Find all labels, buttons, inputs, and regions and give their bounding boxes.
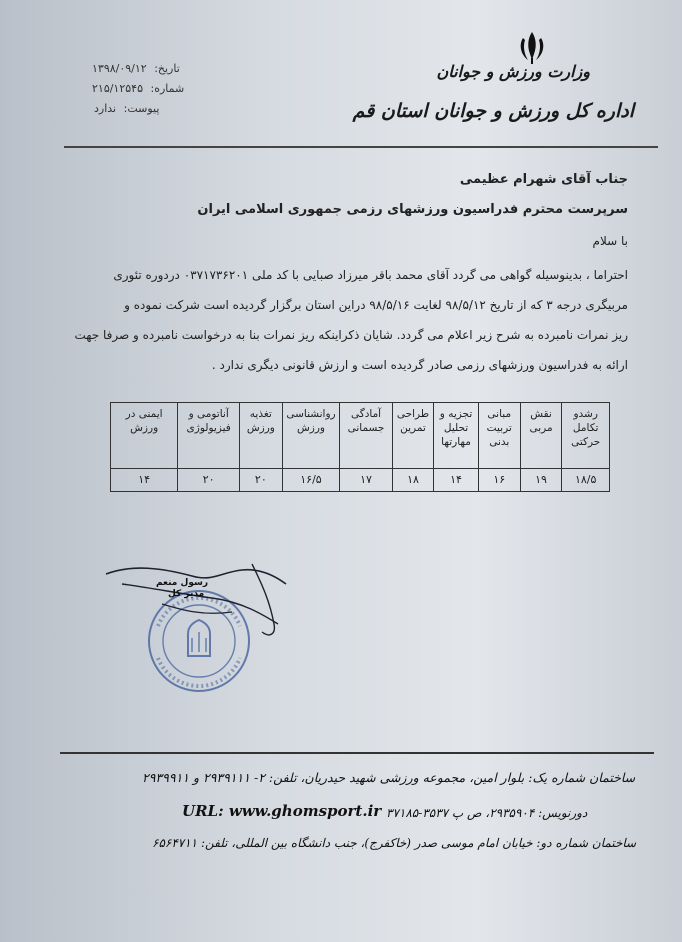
grade-cell: ۱۸/۵ [562, 469, 610, 492]
greeting: با سلام [592, 234, 628, 248]
number-label: شماره: [150, 82, 185, 95]
signatory-name: رسول منعم [156, 578, 209, 588]
header-divider [64, 146, 658, 148]
column-header: رشدو تکامل حرکتی [562, 403, 610, 469]
grade-cell: ۱۷ [340, 469, 392, 492]
body-line: ریز نمرات نامبرده به شرح زیر اعلام می گردد. شایان ذکراینکه ریز نمرات بنا به درخواست نامبرده و صرفا جهت [74, 328, 628, 342]
signature-icon [102, 554, 292, 644]
date-label: تاریخ: [154, 62, 180, 75]
column-header: تغذیه ورزش [240, 403, 283, 469]
date-value: ۱۳۹۸/۰۹/۱۲ [92, 62, 147, 75]
column-header: تجزیه و تحلیل مهارتها [434, 403, 478, 469]
recipient-title: سرپرست محترم فدراسیون ورزشهای رزمی جمهوری اسلامی ایران [197, 202, 628, 217]
letter-sheet [6, 6, 674, 936]
table-row [111, 469, 610, 492]
attachment-value: ندارد [94, 102, 117, 115]
footer-address-2: ساختمان شماره دو: خیابان امام موسی صدر (خاکفرج)، جنب دانشگاه بین المللی، تلفن: ۶۵۶۴۷۱۱ [152, 836, 637, 850]
signatory-title: مدیر کل [168, 589, 205, 599]
grade-cell: ۱۹ [520, 469, 562, 492]
column-header: ایمنی در ورزش [111, 403, 178, 469]
department-name: اداره کل ورزش و جوانان استان قم [352, 100, 634, 122]
attachment-field [94, 102, 159, 115]
table-header-row [111, 403, 610, 469]
footer-divider [60, 752, 654, 754]
attachment-label: پیوست: [123, 102, 160, 115]
footer-fax: دورنویس: ۲۹۳۵۹۰۴، ص پ ۳۵۳۷-۳۷۱۸۵ [386, 806, 588, 820]
footer-address-1: ساختمان شماره یک: بلوار امین، مجموعه ورزشی شهید حیدریان، تلفن: ۲- ۲۹۳۹۱۱۱ و ۲۹۳۹۹۱۱ [142, 770, 636, 785]
column-header: مبانی تربیت بدنی [478, 403, 520, 469]
number-value: ۲۱۵/۱۲۵۴۵ [92, 82, 143, 95]
footer-url: URL: www.ghomsport.ir [182, 802, 382, 820]
ministry-name: وزارت ورزش و جوانان [436, 62, 590, 81]
column-header: روانشناسی ورزش [282, 403, 340, 469]
grade-cell: ۱۸ [392, 469, 434, 492]
body-line: احتراما ، بدینوسیله گواهی می گردد آقای محمد باقر میرزاد صبایی با کد ملی ۰۳۷۱۷۳۶۲۰۱ دردوره تئوری [113, 268, 628, 282]
grade-cell: ۲۰ [178, 469, 240, 492]
column-header: نقش مربی [520, 403, 562, 469]
recipient: جناب آقای شهرام عظیمی [459, 172, 628, 187]
grade-cell: ۱۴ [434, 469, 478, 492]
body-line: مربیگری درجه ۳ که از تاریخ ۹۸/۵/۱۲ لغایت ۹۸/۵/۱۶ دراین استان برگزار گردیده است شرکت نموده و [124, 298, 628, 312]
grade-cell: ۱۶/۵ [282, 469, 340, 492]
grade-cell: ۱۴ [111, 469, 178, 492]
body-line: ارائه به فدراسیون ورزشهای رزمی صادر گردیده است و ارزش قانونی دیگری ندارد . [211, 358, 628, 372]
date-field [92, 62, 180, 75]
grade-cell: ۱۶ [478, 469, 520, 492]
column-header: آناتومی و فیزیولوژی [178, 403, 240, 469]
column-header: آمادگی جسمانی [340, 403, 392, 469]
grades-table [110, 402, 610, 492]
column-header: طراحی تمرین [392, 403, 434, 469]
number-field [92, 82, 184, 95]
grade-cell: ۲۰ [240, 469, 283, 492]
